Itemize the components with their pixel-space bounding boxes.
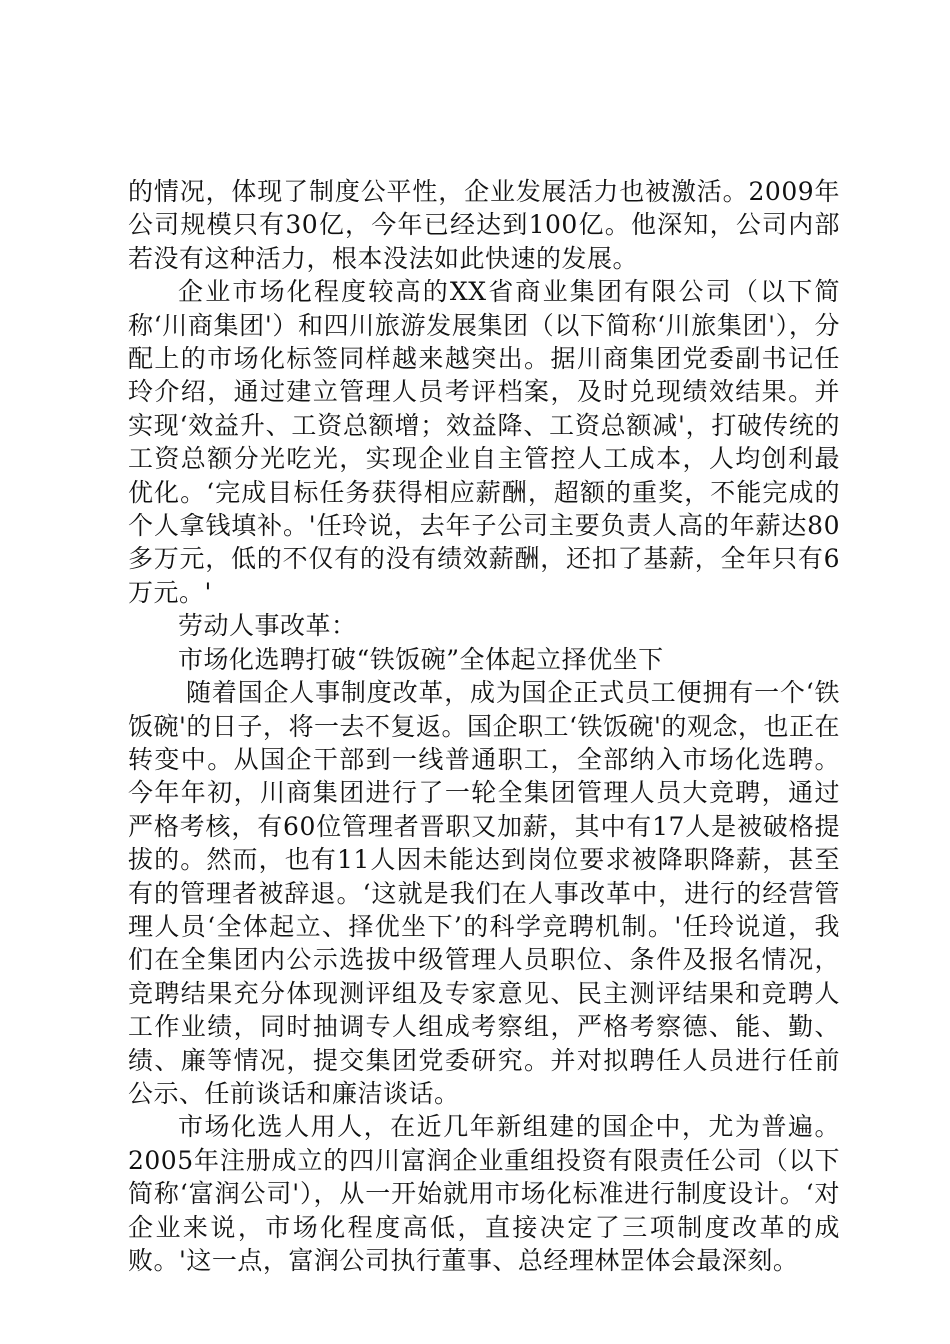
section-subheading: 市场化选聘打破“铁饭碗”全体起立择优坐下 — [178, 644, 664, 674]
section-heading: 劳动人事改革： — [178, 611, 357, 641]
paragraph-2: 企业市场化程度较高的XX省商业集团有限公司（以下简称‘川商集团'）和四川旅游发展集团（以下简称‘川旅集团'），分配上的市场化标签同样越来越突出。据川商集团党委副书记任玲介绍，通过建立管理人员考评档案，及时兑现绩效结果。并实现‘效益升、工资总额增；效益降、工资总额减'，打破传统的工资总额分光吃光，实现企业自主管控人工成本，人均创利最优化。‘完成目标任务获得相应薪酬，超额的重奖，不能完成的个人拿钱填补。'任玲说，去年子公司主要负责人高的年薪达80多万元，低的不仅有的没有绩效薪酬，还扣了基薪，全年只有6万元。' — [128, 277, 840, 607]
document-body — [128, 175, 840, 1277]
paragraph-4: 市场化选人用人，在近几年新组建的国企中，尤为普遍。2005年注册成立的四川富润企业重组投资有限责任公司（以下简称‘富润公司'），从一开始就用市场化标准进行制度设计。‘对企业来说，市场化程度高低，直接决定了三项制度改革的成败。'这一点，富润公司执行董事、总经理林罡体会最深刻。 — [128, 1112, 840, 1275]
paragraph-3: 随着国企人事制度改革，成为国企正式员工便拥有一个‘铁饭碗'的日子，将一去不复返。国企职工‘铁饭碗'的观念，也正在转变中。从国企干部到一线普通职工，全部纳入市场化选聘。今年年初，川商集团进行了一轮全集团管理人员大竞聘，通过严格考核，有60位管理者晋职又加薪，其中有17人是被破格提拔的。然而，也有11人因未能达到岗位要求被降职降薪，甚至有的管理者被辞退。‘这就是我们在人事改革中，进行的经营管理人员‘全体起立、择优坐下’的科学竞聘机制。'任玲说道，我们在全集团内公示选拔中级管理人员职位、条件及报名情况，竞聘结果充分体现测评组及专家意见、民主测评结果和竞聘人工作业绩，同时抽调专人组成考察组，严格考察德、能、勤、绩、廉等情况，提交集团党委研究。并对拟聘任人员进行任前公示、任前谈话和廉洁谈话。 — [128, 678, 840, 1108]
paragraph-1: 的情况，体现了制度公平性，企业发展活力也被激活。2009年公司规模只有30亿，今年已经达到100亿。他深知，公司内部若没有这种活力，根本没法如此快速的发展。 — [128, 177, 840, 273]
